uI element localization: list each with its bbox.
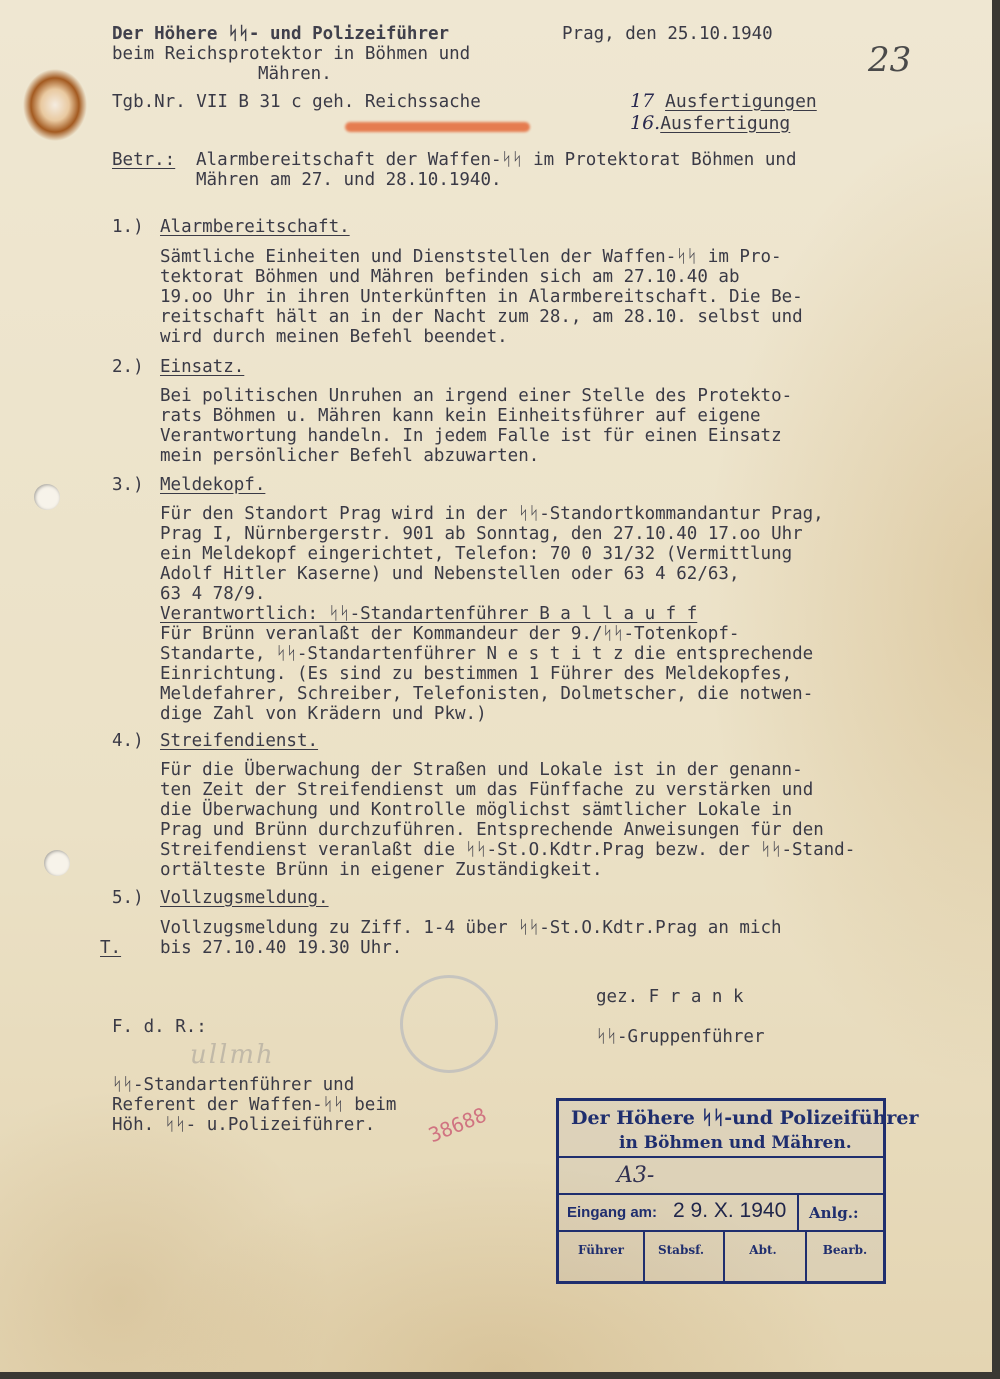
section-4-title: Streifendienst.	[160, 731, 319, 751]
section-1-line: Sämtliche Einheiten und Dienststellen der Waffen-ᛋᛋ im Pro-	[160, 247, 782, 267]
punch-hole	[44, 850, 70, 876]
signed-by: gez. F r a n k	[596, 987, 744, 1007]
section-3-line: Verantwortlich: ᛋᛋ-Standartenführer B a l l a u f f	[160, 604, 698, 624]
red-stamp-number: 38688	[425, 1102, 490, 1148]
section-1-line: 19.oo Uhr in ihren Unterkünften in Alarmbereitschaft. Die Be-	[160, 287, 803, 307]
section-3-number: 3.)	[112, 475, 144, 495]
section-4-line: ten Zeit der Streifendienst um das Fünffache zu verstärken und	[160, 780, 814, 800]
section-1-line: tektorat Böhmen und Mähren befinden sich am 27.10.40 ab	[160, 267, 740, 287]
stamp-org-line-2: in Böhmen und Mähren.	[619, 1133, 852, 1153]
section-3-line: Meldefahrer, Schreiber, Telefonisten, Dolmetscher, die notwen-	[160, 684, 814, 704]
handwritten-signature: ullmh	[190, 1040, 275, 1070]
org-line-2: beim Reichsprotektor in Böhmen und	[112, 44, 471, 64]
stamp-divider	[643, 1230, 645, 1284]
section-3-line: dige Zahl von Krädern und Pkw.)	[160, 704, 487, 724]
fdr-label: F. d. R.:	[112, 1017, 207, 1037]
stamp-divider	[559, 1230, 883, 1232]
section-3-line: ein Meldekopf eingerichtet, Telefon: 70 0 31/32 (Vermittlung	[160, 544, 793, 564]
stamp-received-date: 2 9. X. 1940	[673, 1199, 787, 1222]
stamp-divider	[559, 1193, 883, 1195]
fdr-line-1: ᛋᛋ-Standartenführer und	[112, 1075, 355, 1095]
section-5-line: Vollzugsmeldung zu Ziff. 1-4 über ᛋᛋ-St.O.Kdtr.Prag an mich	[160, 918, 782, 938]
org-line-3: Mähren.	[258, 64, 332, 84]
copies-total	[630, 90, 817, 112]
margin-mark: T.	[100, 938, 122, 958]
stamp-column-head: Abt.	[749, 1243, 777, 1257]
stamp-divider	[805, 1230, 807, 1284]
stamp-received-label: Eingang am:	[567, 1204, 658, 1221]
section-2-title: Einsatz.	[160, 357, 245, 377]
stamp-divider	[559, 1156, 883, 1158]
section-2-line: rats Böhmen u. Mähren kann kein Einheitsführer auf eigene	[160, 406, 761, 426]
section-3-line: Adolf Hitler Kaserne) und Nebenstellen oder 63 4 62/63,	[160, 564, 740, 584]
copy-number	[630, 112, 790, 134]
section-3-line: Prag I, Nürnbergerstr. 901 ab Sonntag, den 27.10.40 17.oo Uhr	[160, 524, 803, 544]
org-line-1: Der Höhere ᛋᛋ- und Polizeiführer	[112, 24, 450, 44]
section-2-line: Bei politischen Unruhen an irgend einer Stelle des Protekto-	[160, 386, 793, 406]
fdr-line-2: Referent der Waffen-ᛋᛋ beim	[112, 1095, 397, 1115]
section-2-line: Verantwortung handeln. In jedem Falle ist für einen Einsatz	[160, 426, 782, 446]
stamp-column-head: Führer	[577, 1243, 625, 1257]
section-4-line: Für die Überwachung der Straßen und Lokale ist in der genann-	[160, 760, 803, 780]
section-2-line: mein persönlicher Befehl abzuwarten.	[160, 446, 540, 466]
fdr-line-3: Höh. ᛋᛋ- u.Polizeiführer.	[112, 1115, 376, 1135]
section-1-line: wird durch meinen Befehl beendet.	[160, 327, 508, 347]
copy-number-hand: 16.	[630, 112, 661, 134]
faint-seal-stamp	[400, 975, 498, 1073]
section-4-line: ortälteste Brünn in eigener Zuständigkeit.	[160, 860, 603, 880]
section-1-title: Alarmbereitschaft.	[160, 217, 350, 237]
section-3-line: Einrichtung. (Es sind zu bestimmen 1 Führer des Meldekopfes,	[160, 664, 793, 684]
stamp-org-line-1: Der Höhere ᛋᛋ-und Polizeiführer	[571, 1107, 919, 1129]
subject-line-1: Alarmbereitschaft der Waffen-ᛋᛋ im Protektorat Böhmen und	[196, 150, 797, 170]
signer-rank: ᛋᛋ-Gruppenführer	[596, 1027, 765, 1047]
section-5-line: bis 27.10.40 19.30 Uhr.	[160, 938, 403, 958]
section-3-title: Meldekopf.	[160, 475, 266, 495]
section-5-title: Vollzugsmeldung.	[160, 888, 329, 908]
burn-mark	[0, 55, 110, 155]
stamp-divider	[797, 1193, 799, 1231]
entry-stamp	[556, 1098, 919, 1284]
copy-number-label: Ausfertigung	[660, 113, 791, 134]
section-3-line: Für Brünn veranlaßt der Kommandeur der 9./ᛋᛋ-Totenkopf-	[160, 624, 740, 644]
stamp-column-head: Stabsf.	[657, 1243, 705, 1257]
section-3-line: 63 4 78/9.	[160, 584, 266, 604]
section-3-line: Standarte, ᛋᛋ-Standartenführer N e s t i t z die entsprechende	[160, 644, 814, 664]
subject-line-2: Mähren am 27. und 28.10.1940.	[196, 170, 502, 190]
section-4-line: Prag und Brünn durchzuführen. Entsprechende Anweisungen für den	[160, 820, 824, 840]
subject-label: Betr.:	[112, 150, 176, 170]
copies-total-hand: 17	[630, 90, 655, 112]
stamp-column-head: Bearb.	[822, 1243, 868, 1257]
section-1-number: 1.)	[112, 217, 144, 237]
place-date: Prag, den 25.10.1940	[562, 24, 773, 44]
red-marker-stroke	[345, 122, 530, 132]
reference-number: Tgb.Nr. VII B 31 c geh. Reichssache	[112, 92, 481, 112]
punch-hole	[34, 484, 60, 510]
section-1-line: reitschaft hält an in der Nacht zum 28., am 28.10. selbst und	[160, 307, 803, 327]
section-3-line: Für den Standort Prag wird in der ᛋᛋ-Standortkommandantur Prag,	[160, 504, 824, 524]
section-4-line: die Überwachung und Kontrolle möglichst sämtlicher Lokale in	[160, 800, 793, 820]
section-4-line: Streifendienst veranlaßt die ᛋᛋ-St.O.Kdtr.Prag bezw. der ᛋᛋ-Stand-	[160, 840, 856, 860]
copies-total-label: Ausfertigungen	[665, 91, 817, 112]
section-2-number: 2.)	[112, 357, 144, 377]
section-5-number: 5.)	[112, 888, 144, 908]
stamp-divider	[723, 1230, 725, 1284]
stamp-enclosures-label: Anlg.:	[809, 1204, 859, 1222]
page-number: 23	[868, 40, 912, 80]
section-4-number: 4.)	[112, 731, 144, 751]
stamp-handwritten-note: A3-	[617, 1163, 655, 1188]
